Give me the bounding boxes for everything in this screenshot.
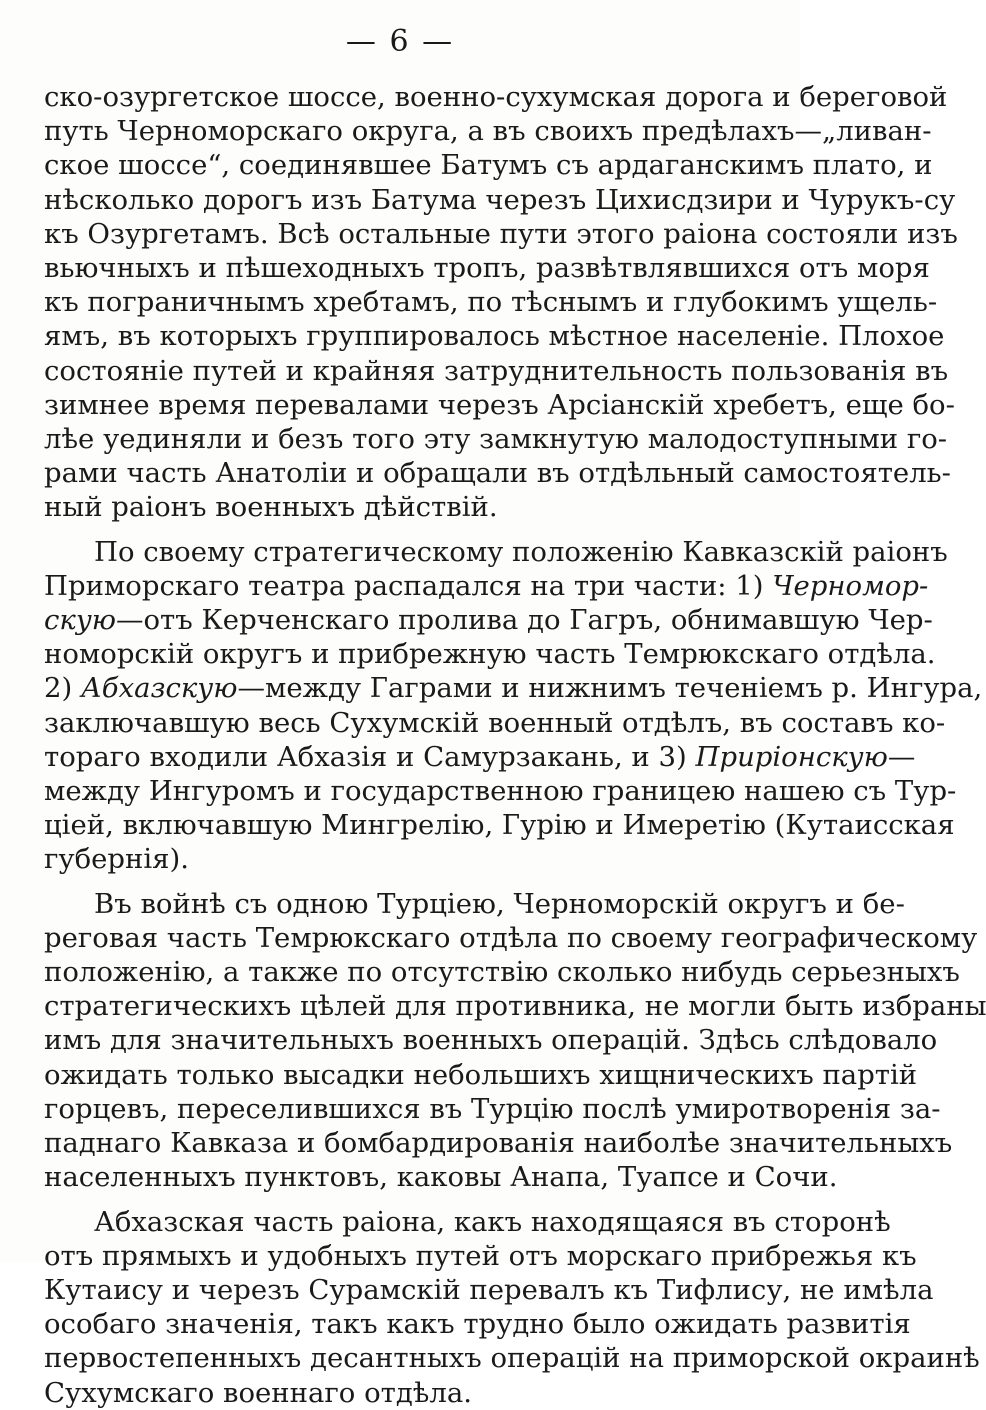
text-line: По своему стратегическому положенію Кавказскій раіонъ (94, 535, 948, 568)
text-line: особаго значенія, такъ какъ трудно было ожидать развитія (44, 1308, 911, 1341)
text-line: лѣе уединяли и безъ того эту замкнутую малодоступными го- (44, 423, 948, 456)
page-number: — 6 — (345, 24, 455, 59)
text-line: ско-озургетское шоссе, военно-сухумская дорога и береговой (44, 81, 948, 113)
text-line: скую—отъ Керченскаго пролива до Гагръ, обнимавшую Чер- (44, 604, 933, 637)
text-line: положенію, а также по отсутствію сколько нибудь серьезныхъ (44, 956, 960, 989)
text-line: первостепенныхъ десантныхъ операцій на приморской окраинѣ (44, 1342, 980, 1375)
italic-term: Приріонскую (695, 740, 888, 773)
text-line: ціей, включавшую Мингрелію, Гурію и Имеретію (Кутаисская (44, 809, 955, 842)
text-line: имъ для значительныхъ военныхъ операцій. Здѣсь слѣдовало (44, 1024, 938, 1057)
text-line: отъ прямыхъ и удобныхъ путей отъ морскаго прибрежья къ (44, 1239, 917, 1272)
paragraph-2 (44, 535, 983, 877)
text-line: Кутаису и черезъ Сурамскій перевалъ къ Тифлису, не имѣла (44, 1273, 934, 1306)
text-line: рами часть Анатоліи и обращали въ отдѣльный самостоятель- (44, 457, 951, 490)
text-line: Сухумскаго военнаго отдѣла. (44, 1376, 472, 1409)
text-line: губернія). (44, 843, 189, 876)
text-line: Въ войнѣ съ одною Турціею, Черноморскій округъ и бе- (94, 887, 905, 920)
text-line: стратегическихъ цѣлей для противника, не могли быть избраны (44, 990, 986, 1023)
text-line: реговая часть Темрюкскаго отдѣла по своему географическому (44, 921, 978, 954)
paragraph-3 (44, 887, 986, 1195)
text-line: къ Озургетамъ. Всѣ остальные пути этого раіона состояли изъ (44, 217, 958, 250)
text-line: паднаго Кавказа и бомбардированія наиболѣе значительныхъ (44, 1127, 953, 1160)
text-line: ожидать только высадки небольшихъ хищническихъ партій (44, 1058, 918, 1091)
paragraph-1 (44, 80, 958, 525)
text-line: заключавшую весь Сухумскій военный отдѣлъ, въ составъ ко- (44, 706, 946, 739)
text-line: зимнее время перевалами черезъ Арсіанскій хребетъ, еще бо- (44, 388, 955, 421)
text-line: состояніе путей и крайняя затруднительность пользованія въ (44, 354, 949, 387)
italic-term: Черномор- (772, 569, 929, 602)
text-line: нѣсколько дорогъ изъ Батума черезъ Цихисдзири и Чурукъ-су (44, 183, 956, 216)
text-line: Приморскаго театра распадался на три части: 1) Черномор- (44, 569, 929, 602)
text-line: къ пограничнымъ хребтамъ, по тѣснымъ и глубокимъ ущель- (44, 286, 938, 319)
italic-term: Абхазскую (80, 672, 238, 705)
text-line: населенныхъ пунктовъ, каковы Анапа, Туапсе и Сочи. (44, 1161, 838, 1194)
text-line: 2) Абхазскую—между Гаграми и нижнимъ теченіемъ р. Ингура, (44, 672, 983, 705)
text-line: ный раіонъ военныхъ дѣйствій. (44, 491, 498, 524)
text-line: номорскій округъ и прибрежную часть Темрюкскаго отдѣла. (44, 638, 936, 671)
text-line: Абхазская часть раіона, какъ находящаяся въ сторонѣ (94, 1205, 891, 1238)
paragraph-4 (44, 1205, 980, 1410)
text-line: путь Черноморскаго округа, а въ своихъ предѣлахъ—„ливан- (44, 115, 932, 148)
text-line: ямъ, въ которыхъ группировалось мѣстное населеніе. Плохое (44, 320, 945, 353)
text-line: вьючныхъ и пѣшеходныхъ тропъ, развѣтвлявшихся отъ моря (44, 252, 930, 285)
text-line: между Ингуромъ и государственною границею нашею съ Тур- (44, 775, 957, 808)
italic-term: скую (44, 604, 116, 637)
body-text (44, 80, 986, 1410)
text-line: горцевъ, переселившихся въ Турцію послѣ умиротворенія за- (44, 1092, 941, 1125)
text-line: тораго входили Абхазія и Самурзакань, и 3) Приріонскую— (44, 740, 916, 773)
text-line: ское шоссе“, соединявшее Батумъ съ ардаганскимъ плато, и (44, 149, 933, 182)
